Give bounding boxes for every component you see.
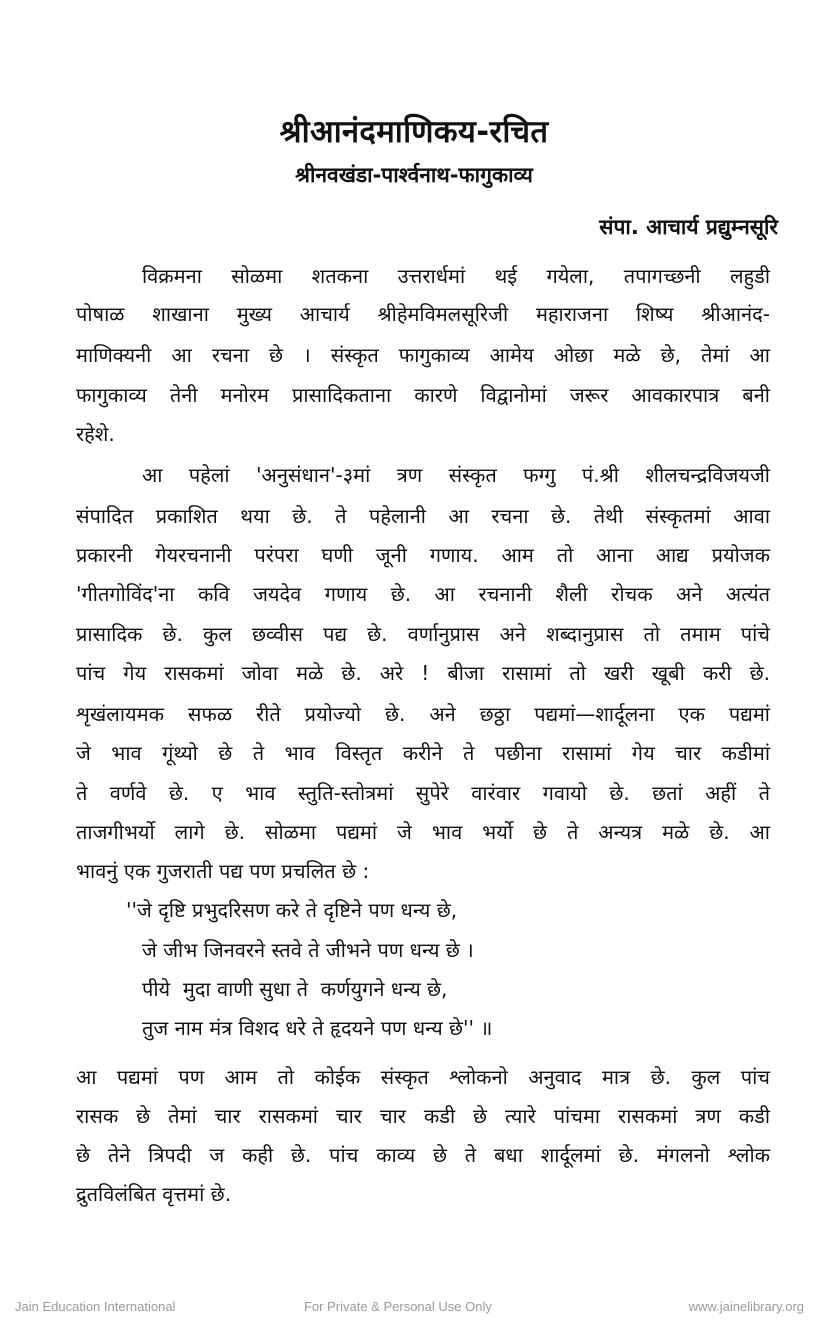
editor-credit: संपा. आचार्य प्रद्युम्नसूरि	[599, 215, 778, 239]
paragraph-1-line: पोषाळ शाखाना मुख्य आचार्य श्रीहेमविमलसूरिजी महाराजना शिष्य श्रीआनंद-	[76, 302, 770, 326]
paragraph-1-line: विक्रमना सोळमा शतकना उत्तरार्धमां थई गयेला, तपागच्छनी लहुडी	[142, 264, 770, 288]
closing-line: छे तेने त्रिपदी ज कही छे. पांच काव्य छे ते बधा शार्दूलमां छे. मंगलनो श्लोक	[76, 1143, 770, 1167]
page-subtitle: श्रीनवखंडा-पार्श्वनाथ-फागुकाव्य	[295, 163, 533, 187]
paragraph-2-line: 'गीतगोविंद'ना कवि जयदेव गणाय छे. आ रचनानी शैली रोचक अने अत्यंत	[76, 582, 770, 606]
closing-line: आ पद्यमां पण आम तो कोईक संस्कृत श्लोकनो अनुवाद मात्र छे. कुल पांच	[76, 1065, 770, 1089]
paragraph-1-line: फागुकाव्य तेनी मनोरम प्रासादिकताना कारणे विद्वानोमां जरूर आवकारपात्र बनी	[76, 383, 770, 407]
paragraph-2-line: आ पहेलां 'अनुसंधान'-३मां त्रण संस्कृत फग्गु पं.श्री शीलचन्द्रविजयजी	[142, 463, 770, 487]
paragraph-2-line: ते वर्णवे छे. ए भाव स्तुति-स्तोत्रमां सुपेरे वारंवार गवायो छे. छतां अहीं ते	[76, 781, 770, 805]
paragraph-2-line: प्रकारनी गेयरचनानी परंपरा घणी जूनी गणाय. आम तो आना आद्य प्रयोजक	[76, 543, 770, 567]
footer-publisher: Jain Education International	[15, 1299, 176, 1314]
paragraph-2-line: जे भाव गूंथ्यो छे ते भाव विस्तृत करीने ते पछीना रासामां गेय चार कडीमां	[76, 741, 770, 765]
verse-line: जे जीभ जिनवरने स्तवे ते जीभने पण धन्य छे ।	[142, 938, 474, 962]
paragraph-1-line: रहेशे.	[76, 422, 115, 446]
verse-line: पीये मुदा वाणी सुधा ते कर्णयुगने धन्य छे,	[142, 977, 448, 1001]
closing-line: द्रुतविलंबित वृत्तमां छे.	[76, 1182, 232, 1206]
paragraph-2-line: शृखंलायमक सफळ रीते प्रयोज्यो छे. अने छठ्ठा पद्यमां—शार्दूलना एक पद्यमां	[76, 702, 770, 726]
paragraph-1-line: माणिक्यनी आ रचना छे । संस्कृत फागुकाव्य आमेय ओछा मळे छे, तेमां आ	[76, 343, 770, 367]
page-title: श्रीआनंदमाणिकय-रचित	[279, 114, 549, 150]
paragraph-2-line: भावनुं एक गुजराती पद्य पण प्रचलित छे :	[76, 859, 370, 883]
verse-line: ''जे दृष्टि प्रभुदरिसण करे ते दृष्टिने पण धन्य छे,	[126, 898, 458, 922]
closing-line: रासक छे तेमां चार रासकमां चार चार कडी छे त्यारे पांचमा रासकमां त्रण कडी	[76, 1104, 770, 1128]
verse-line: तुज नाम मंत्र विशद धरे ते हृदयने पण धन्य छे'' ॥	[142, 1016, 493, 1040]
paragraph-2-line: प्रासादिक छे. कुल छव्वीस पद्य छे. वर्णानुप्रास अने शब्दानुप्रास तो तमाम पांचे	[76, 622, 770, 646]
paragraph-2-line: संपादित प्रकाशित थया छे. ते पहेलानी आ रचना छे. तेथी संस्कृतमां आवा	[76, 504, 770, 528]
footer-website-link[interactable]: www.jainelibrary.org	[688, 1299, 804, 1314]
paragraph-2-line: पांच गेय रासकमां जोवा मळे छे. अरे ! बीजा रासामां तो खरी खूबी करी छे.	[76, 661, 770, 685]
footer-usage-note: For Private & Personal Use Only	[304, 1299, 492, 1314]
paragraph-2-line: ताजगीभर्यो लागे छे. सोळमा पद्यमां जे भाव भर्यो छे ते अन्यत्र मळे छे. आ	[76, 820, 770, 844]
